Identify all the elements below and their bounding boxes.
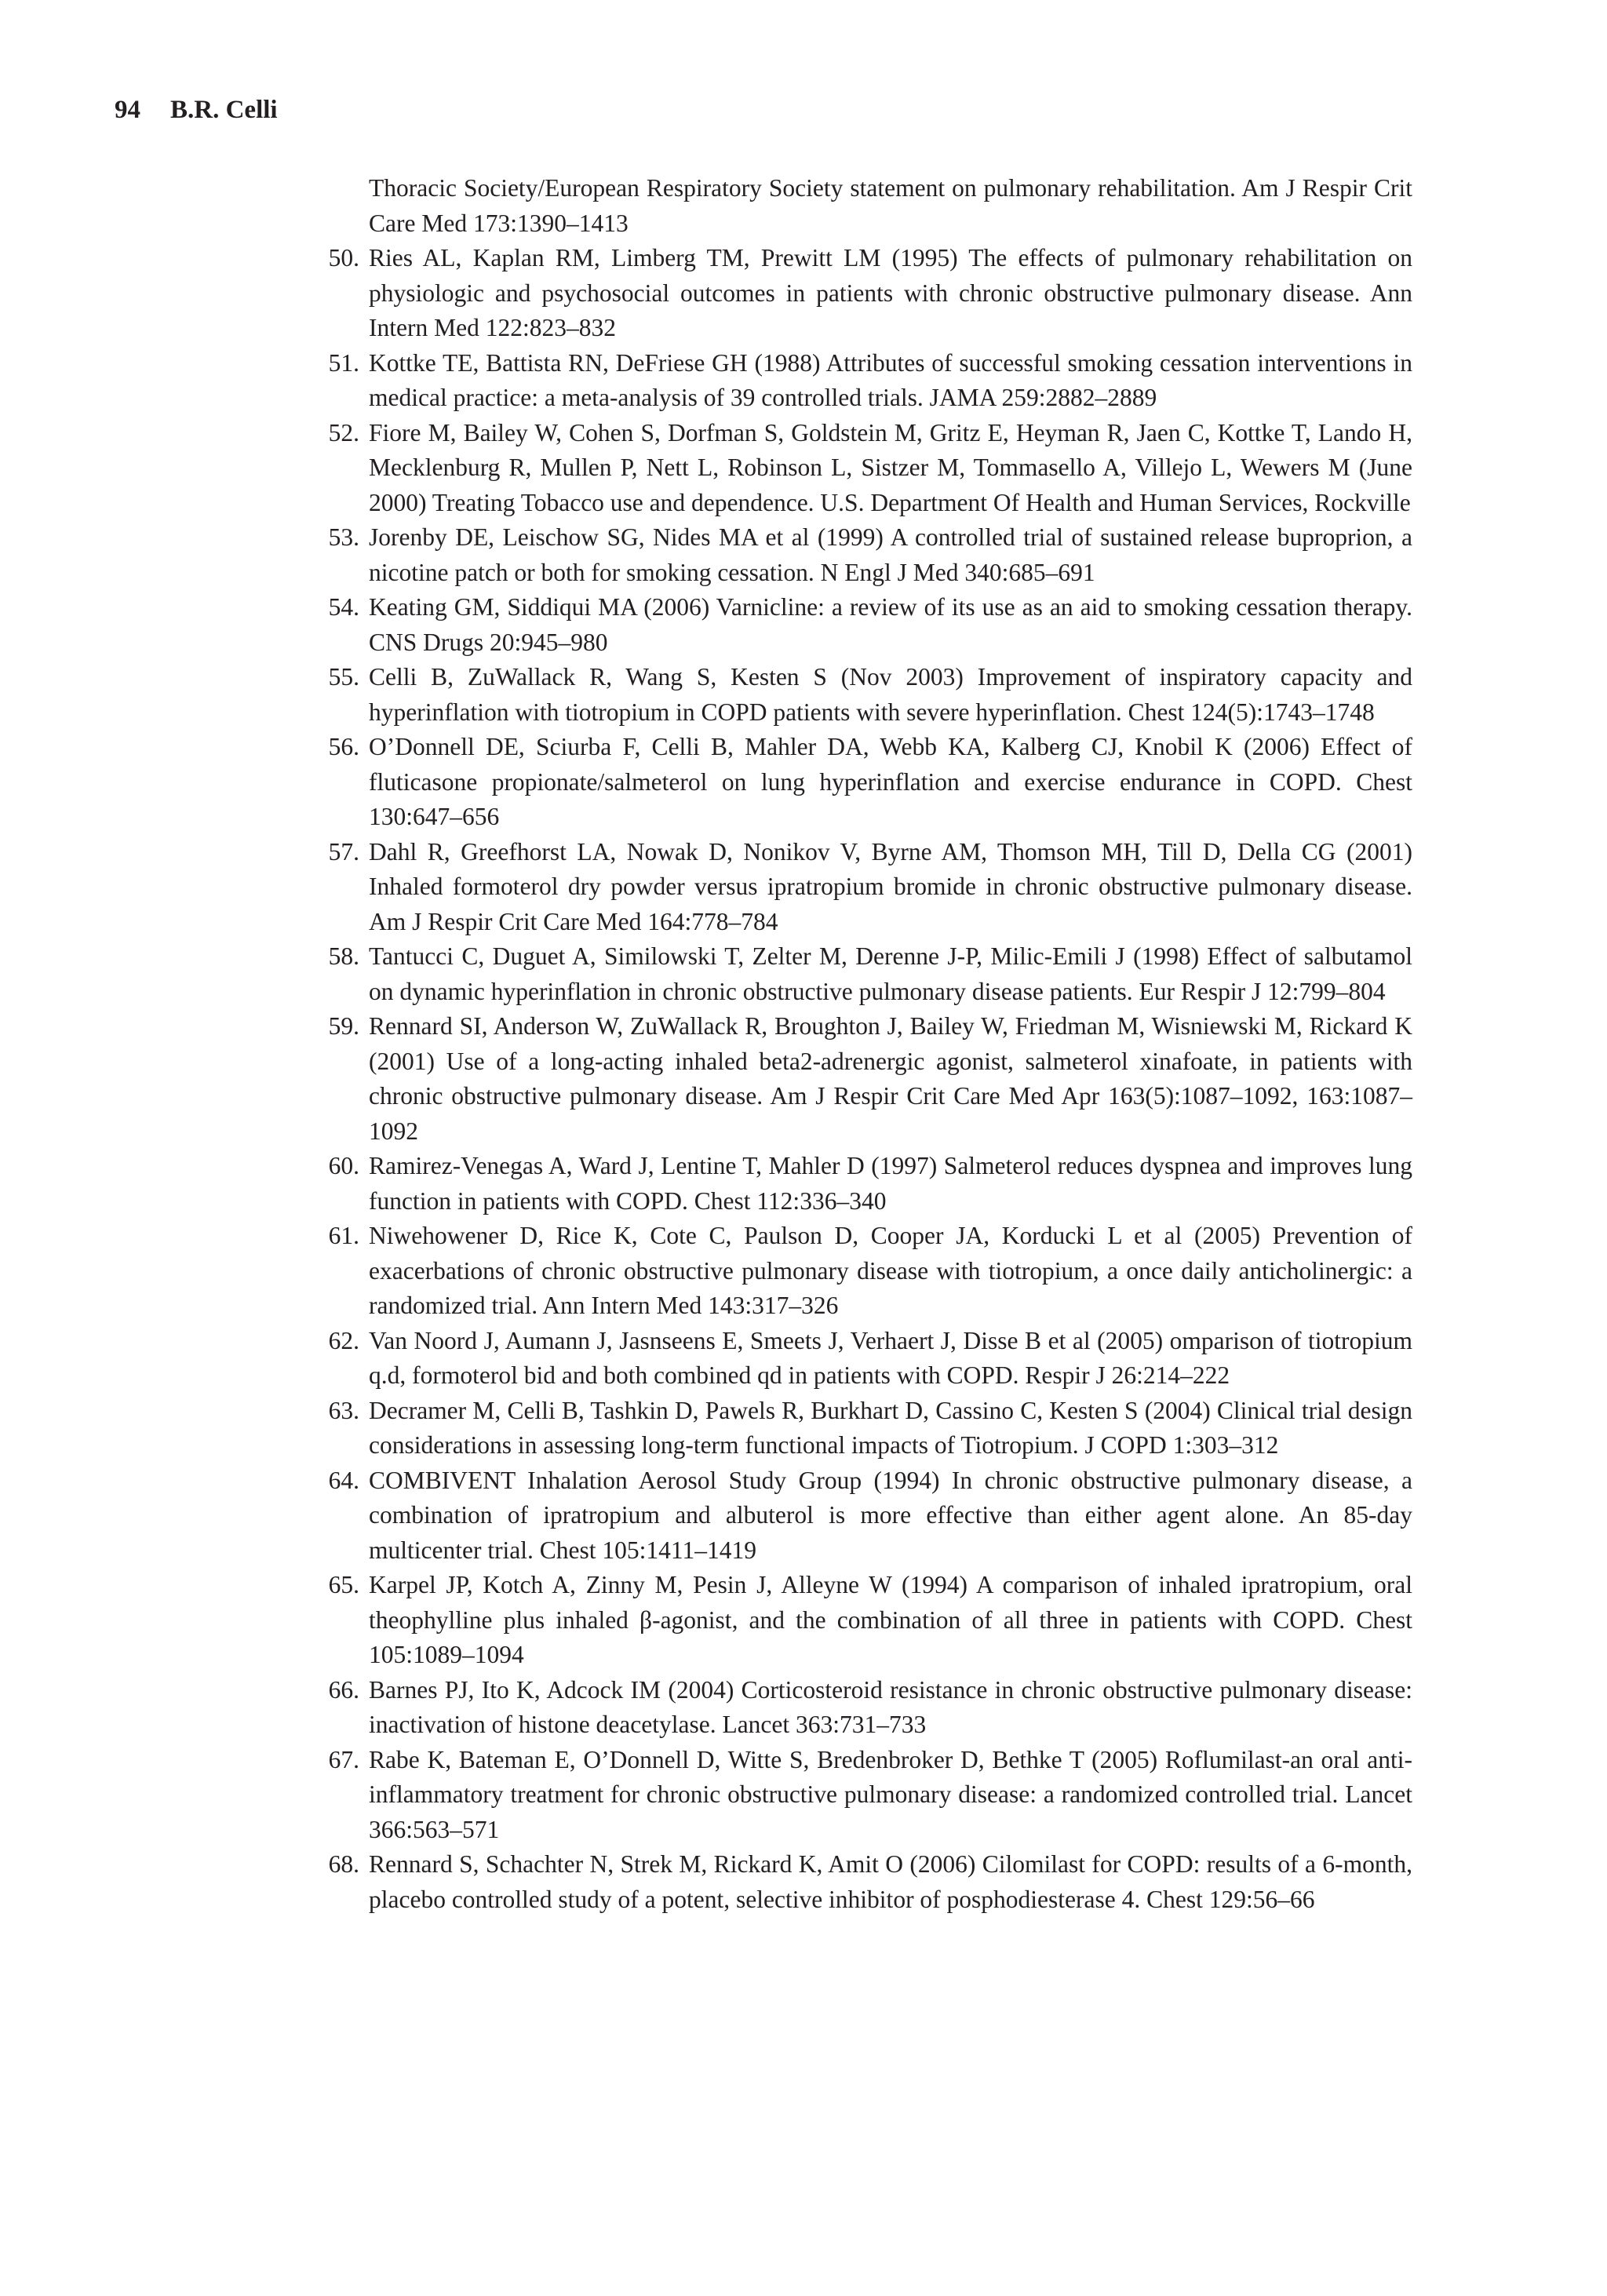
reference-entry [328,1568,1412,1673]
reference-number: 62. [328,1326,359,1354]
reference-number: 53. [328,523,359,551]
reference-number: 50. [328,244,359,272]
reference-number: 58. [328,942,359,970]
reference-number: 67. [328,1745,359,1773]
reference-entry [328,1394,1412,1463]
reference-entry [328,1324,1412,1394]
reference-text: Dahl R, Greefhorst LA, Nowak D, Nonikov V, Byrne AM, Thomson MH, Till D, Della CG (2001) Inhaled formoterol dry powder versus ipratropium bromide in chronic obstructive pulmonary disease. Am J Respir Crit Care Med 164:778–784 [369,837,1412,935]
reference-number: 63. [328,1396,359,1424]
reference-text: Rennard S, Schachter N, Strek M, Rickard K, Amit O (2006) Cilomilast for COPD: results of a 6-month, placebo controlled study of a potent, selective inhibitor of posphodiesterase 4. Chest 129:56–66 [369,1850,1412,1913]
reference-entry [328,660,1412,730]
reference-text: Jorenby DE, Leischow SG, Nides MA et al (1999) A controlled trial of sustained release buproprion, a nicotine patch or both for smoking cessation. N Engl J Med 340:685–691 [369,523,1412,586]
reference-number: 51. [328,348,359,377]
reference-text: Kottke TE, Battista RN, DeFriese GH (1988) Attributes of successful smoking cessation interventions in medical practice: a meta-analysis of 39 controlled trials. JAMA 259:2882–2889 [369,348,1412,411]
reference-number: 65. [328,1571,359,1598]
reference-text: Rennard SI, Anderson W, ZuWallack R, Broughton J, Bailey W, Friedman M, Wisniewski M, Rickard K (2001) Use of a long-acting inhaled beta2-adrenergic agonist, salmeterol xinafoate, in patients with chronic obstructive pulmonary disease. Am J Respir Crit Care Med Apr 163(5):1087–1092, 163:1087–1092 [369,1012,1412,1145]
reference-text: O’Donnell DE, Sciurba F, Celli B, Mahler DA, Webb KA, Kalberg CJ, Knobil K (2006) Effect of fluticasone propionate/salmeterol on lung hyperinflation and exercise endurance in COPD. Chest 130:647–656 [369,733,1412,830]
reference-number: 52. [328,418,359,446]
reference-text: Celli B, ZuWallack R, Wang S, Kesten S (Nov 2003) Improvement of inspiratory capacity and hyperinflation with tiotropium in COPD patients with severe hyperinflation. Chest 124(5):1743–1748 [369,663,1412,726]
reference-text: Thoracic Society/European Respiratory Society statement on pulmonary rehabilitation. Am J Respir Crit Care Med 173:1390–1413 [369,174,1412,237]
reference-number: 56. [328,733,359,760]
reference-entry [328,241,1412,346]
reference-text: Ries AL, Kaplan RM, Limberg TM, Prewitt LM (1995) The effects of pulmonary rehabilitation on physiologic and psychosocial outcomes in patients with chronic obstructive pulmonary disease. Ann Intern Med 122:823–832 [369,244,1412,341]
reference-entry [328,416,1412,521]
reference-entry [328,590,1412,660]
reference-list [328,171,1412,1917]
reference-text: COMBIVENT Inhalation Aerosol Study Group (1994) In chronic obstructive pulmonary disease, a combination of ipratropium and albuterol is more effective than either agent alone. An 85-day multicenter trial. Chest 105:1411–1419 [369,1466,1412,1564]
reference-text: Keating GM, Siddiqui MA (2006) Varnicline: a review of its use as an aid to smoking cessation therapy. CNS Drugs 20:945–980 [369,593,1412,656]
reference-entry [369,171,1412,241]
reference-text: Fiore M, Bailey W, Cohen S, Dorfman S, Goldstein M, Gritz E, Heyman R, Jaen C, Kottke T, Lando H, Mecklenburg R, Mullen P, Nett L, Robinson L, Sistzer M, Tommasello A, Villejo L, Wewers M (June 2000) Treating Tobacco use and dependence. U.S. Department Of Health and Human Services, Rockville [369,418,1412,516]
reference-text: Barnes PJ, Ito K, Adcock IM (2004) Corticosteroid resistance in chronic obstructive pulmonary disease: inactivation of histone deacetylase. Lancet 363:731–733 [369,1675,1412,1738]
reference-number: 61. [328,1222,359,1249]
reference-text: Decramer M, Celli B, Tashkin D, Pawels R, Burkhart D, Cassino C, Kesten S (2004) Clinical trial design considerations in assessing long-term functional impacts of Tiotropium. J COPD 1:303–312 [369,1396,1412,1459]
reference-entry [328,1219,1412,1324]
reference-text: Karpel JP, Kotch A, Zinny M, Pesin J, Alleyne W (1994) A comparison of inhaled ipratropium, oral theophylline plus inhaled β-agonist, and the combination of all three in patients with COPD. Chest 105:1089–1094 [369,1571,1412,1668]
reference-number: 68. [328,1850,359,1878]
reference-entry [328,1743,1412,1848]
reference-text: Rabe K, Bateman E, O’Donnell D, Witte S, Bredenbroker D, Bethke T (2005) Roflumilast-an oral anti-inflammatory treatment for chronic obstructive pulmonary disease: a randomized controlled trial. Lancet 366:563–571 [369,1745,1412,1843]
reference-entry [328,346,1412,416]
running-head [115,93,278,127]
reference-number: 66. [328,1675,359,1704]
reference-text: Niwehowener D, Rice K, Cote C, Paulson D, Cooper JA, Korducki L et al (2005) Prevention of exacerbations of chronic obstructive pulmonary disease with tiotropium, a once daily anticholinergic: a randomized trial. Ann Intern Med 143:317–326 [369,1222,1412,1319]
reference-entry [328,835,1412,940]
reference-text: Tantucci C, Duguet A, Similowski T, Zelter M, Derenne J-P, Milic-Emili J (1998) Effect of salbutamol on dynamic hyperinflation in chronic obstructive pulmonary disease patients. Eur Respir J 12:799–804 [369,942,1412,1005]
reference-number: 60. [328,1152,359,1179]
reference-number: 64. [328,1466,359,1494]
reference-entry [328,730,1412,835]
reference-entry [328,1149,1412,1219]
reference-text: Van Noord J, Aumann J, Jasnseens E, Smeets J, Verhaert J, Disse B et al (2005) omparison of tiotropium q.d, formoterol bid and both combined qd in patients with COPD. Respir J 26:214–222 [369,1326,1412,1389]
reference-entry [328,1673,1412,1743]
reference-entry [328,939,1412,1009]
page-number: 94 [115,96,140,124]
running-head-author: B.R. Celli [170,96,278,124]
reference-entry [328,1847,1412,1917]
reference-entry [328,520,1412,590]
reference-number: 59. [328,1012,359,1040]
reference-number: 57. [328,837,359,866]
reference-number: 55. [328,663,359,691]
reference-text: Ramirez-Venegas A, Ward J, Lentine T, Mahler D (1997) Salmeterol reduces dyspnea and improves lung function in patients with COPD. Chest 112:336–340 [369,1152,1412,1215]
reference-entry [328,1009,1412,1149]
reference-number: 54. [328,593,359,621]
reference-entry [328,1463,1412,1569]
